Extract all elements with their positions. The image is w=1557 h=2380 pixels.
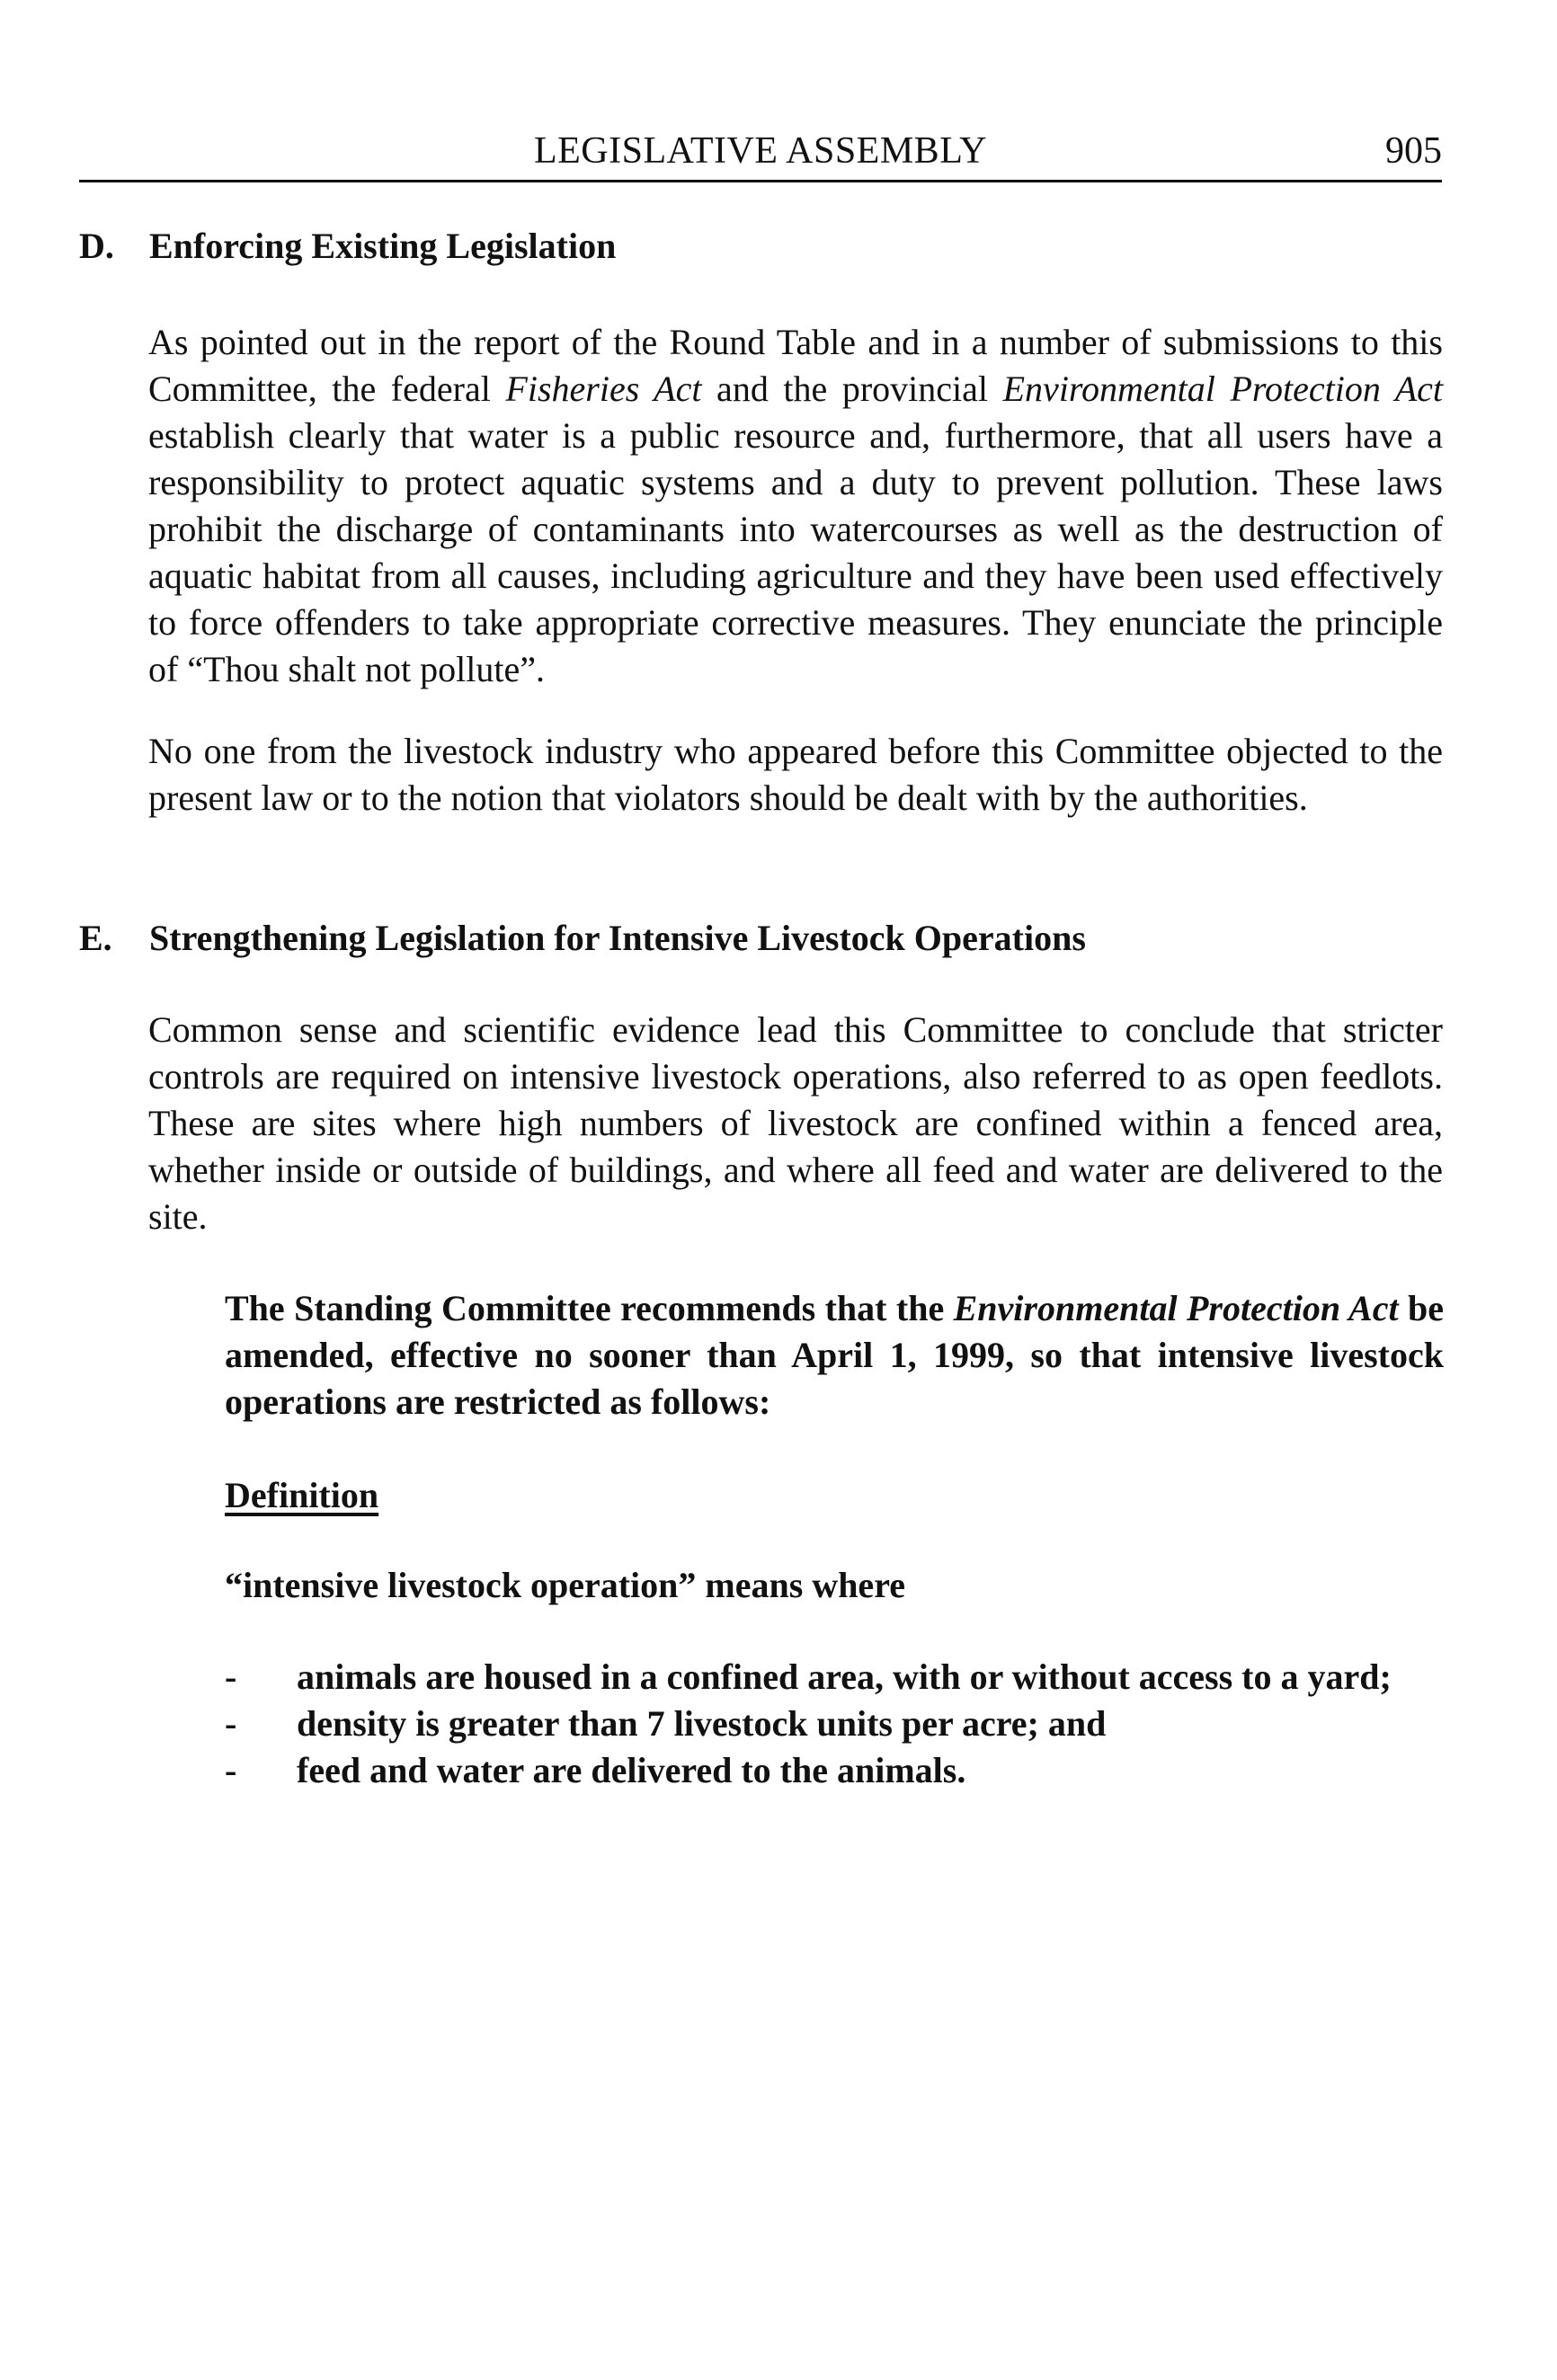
list-item-text: density is greater than 7 livestock units per acre; and bbox=[297, 1703, 1107, 1744]
recommendation bbox=[225, 1285, 1444, 1425]
list-item bbox=[225, 1654, 1444, 1701]
list-item bbox=[225, 1701, 1444, 1747]
section-d-paragraph-2: No one from the livestock industry who appeared before this Committee objected to the present law or to the notion that violators should be dealt with by the authorities. bbox=[148, 731, 1443, 818]
para-italic-title: Environmental Protection Act bbox=[1002, 369, 1443, 409]
section-e-title: Strengthening Legislation for Intensive Livestock Operations bbox=[149, 918, 1086, 958]
list-item-text: animals are housed in a confined area, with or without access to a yard; bbox=[297, 1656, 1392, 1697]
section-d-paragraph-1 bbox=[148, 319, 1443, 693]
bullet-dash: - bbox=[225, 1703, 237, 1744]
section-e-letter: E. bbox=[79, 918, 112, 958]
bullet-dash: - bbox=[225, 1656, 237, 1697]
page-number: 905 bbox=[1385, 130, 1442, 172]
para-italic-title: Fisheries Act bbox=[505, 369, 702, 409]
rec-text: be amended, effective no sooner than April 1, 1999, so that intensive livestock operations are restricted as follows: bbox=[225, 1288, 1444, 1422]
definition-list bbox=[225, 1654, 1444, 1794]
section-e-paragraph-1: Common sense and scientific evidence lead this Committee to conclude that stricter controls are required on intensive livestock operations, also referred to as open feedlots. These are sites where high numbers of livestock are confined within a fenced area, whether inside or outside of buildings, and where all feed and water are delivered to the site. bbox=[148, 1009, 1443, 1237]
para-text: establish clearly that water is a public resource and, furthermore, that all users have a responsibility to protect aquatic systems and a duty to prevent pollution. These laws prohibit the discharge of contaminants into watercourses as well as the destruction of aquatic habitat from all causes, including agriculture and they have been used effectively to force offenders to take appropriate corrective measures. They enunciate the principle of “Thou shalt not pollute”. bbox=[148, 415, 1443, 689]
section-d-heading bbox=[79, 225, 616, 267]
section-e-heading bbox=[79, 917, 1086, 959]
para-text: and the provincial bbox=[701, 369, 1003, 409]
rec-italic-title: Environmental Protection Act bbox=[953, 1288, 1399, 1328]
definition-intro: “intensive livestock operation” means where bbox=[225, 1565, 905, 1605]
rec-text: The Standing Committee recommends that the bbox=[225, 1288, 954, 1328]
list-item-text: feed and water are delivered to the animals. bbox=[297, 1750, 966, 1790]
list-item bbox=[225, 1747, 1444, 1794]
page-header bbox=[79, 126, 1442, 182]
definition-title: Definition bbox=[225, 1475, 379, 1515]
para-text: As pointed out in the report of the Round Table and in a number of submissions to this Committee, the federal bbox=[148, 322, 1443, 409]
section-d-letter: D. bbox=[79, 226, 114, 266]
section-d-title: Enforcing Existing Legislation bbox=[149, 226, 617, 266]
header-title: LEGISLATIVE ASSEMBLY bbox=[534, 130, 987, 172]
bullet-dash: - bbox=[225, 1750, 237, 1790]
